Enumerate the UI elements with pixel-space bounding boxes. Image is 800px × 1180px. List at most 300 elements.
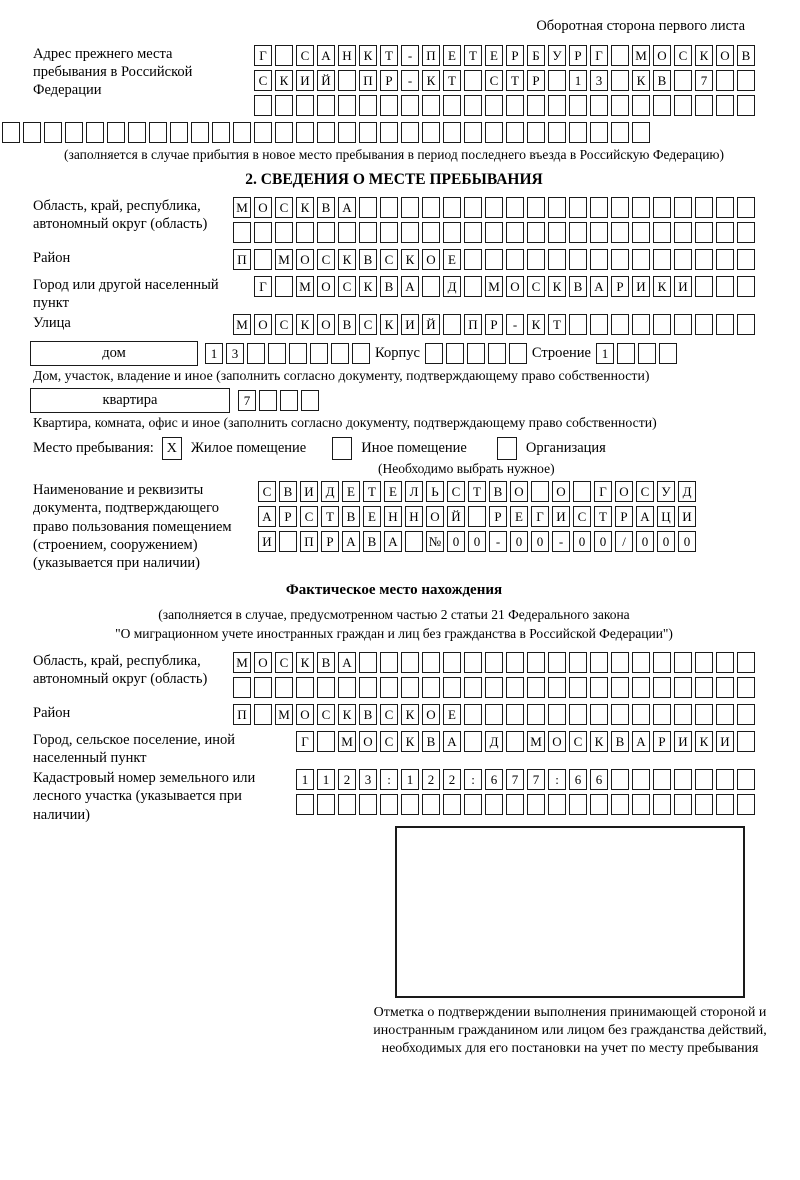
char-cell[interactable] (611, 794, 629, 815)
char-cell[interactable]: М (485, 276, 503, 297)
char-cell[interactable]: 7 (527, 769, 545, 790)
char-cell[interactable] (569, 249, 587, 270)
char-cell[interactable] (296, 677, 314, 698)
char-cell[interactable]: 7 (506, 769, 524, 790)
char-cell[interactable] (590, 222, 608, 243)
char-cell[interactable] (275, 95, 293, 116)
char-cell[interactable] (380, 95, 398, 116)
char-cell[interactable]: 3 (359, 769, 377, 790)
char-cell[interactable] (170, 122, 188, 143)
char-cell[interactable]: Н (384, 506, 402, 527)
char-cell[interactable] (331, 343, 349, 364)
char-cell[interactable] (359, 222, 377, 243)
char-cell[interactable] (653, 794, 671, 815)
char-cell[interactable] (527, 222, 545, 243)
char-cell[interactable]: Г (296, 731, 314, 752)
char-cell[interactable]: 6 (590, 769, 608, 790)
char-cell[interactable] (674, 95, 692, 116)
char-cell[interactable] (527, 249, 545, 270)
char-cell[interactable] (653, 95, 671, 116)
char-cell[interactable] (569, 677, 587, 698)
char-cell[interactable] (548, 704, 566, 725)
char-cell[interactable] (737, 652, 755, 673)
char-cell[interactable] (488, 343, 506, 364)
char-cell[interactable] (527, 652, 545, 673)
char-cell[interactable]: 0 (468, 531, 486, 552)
char-cell[interactable]: А (317, 45, 335, 66)
char-cell[interactable]: А (342, 531, 360, 552)
char-cell[interactable]: Р (380, 70, 398, 91)
char-cell[interactable] (401, 794, 419, 815)
char-cell[interactable] (279, 531, 297, 552)
char-cell[interactable] (464, 70, 482, 91)
char-cell[interactable] (422, 652, 440, 673)
char-cell[interactable] (443, 222, 461, 243)
char-cell[interactable] (485, 794, 503, 815)
char-cell[interactable]: М (527, 731, 545, 752)
char-cell[interactable] (464, 276, 482, 297)
char-cell[interactable] (485, 652, 503, 673)
char-cell[interactable]: А (338, 652, 356, 673)
char-cell[interactable]: Г (590, 45, 608, 66)
char-cell[interactable] (737, 794, 755, 815)
char-cell[interactable] (611, 652, 629, 673)
char-cell[interactable]: И (258, 531, 276, 552)
char-cell[interactable] (422, 95, 440, 116)
char-cell[interactable] (548, 652, 566, 673)
char-cell[interactable]: В (569, 276, 587, 297)
char-cell[interactable] (611, 677, 629, 698)
char-cell[interactable]: Д (321, 481, 339, 502)
char-cell[interactable]: У (657, 481, 675, 502)
char-cell[interactable]: А (590, 276, 608, 297)
char-cell[interactable]: Л (405, 481, 423, 502)
char-cell[interactable] (506, 704, 524, 725)
char-cell[interactable]: С (485, 70, 503, 91)
char-cell[interactable] (380, 794, 398, 815)
char-cell[interactable]: А (443, 731, 461, 752)
char-cell[interactable] (632, 677, 650, 698)
char-cell[interactable] (359, 95, 377, 116)
char-cell[interactable] (611, 314, 629, 335)
char-cell[interactable] (695, 769, 713, 790)
char-cell[interactable] (716, 249, 734, 270)
char-cell[interactable]: Д (485, 731, 503, 752)
char-cell[interactable] (617, 343, 635, 364)
char-cell[interactable] (653, 314, 671, 335)
char-cell[interactable] (632, 652, 650, 673)
char-cell[interactable] (338, 122, 356, 143)
char-cell[interactable] (548, 95, 566, 116)
char-cell[interactable] (401, 222, 419, 243)
char-cell[interactable] (527, 122, 545, 143)
char-cell[interactable] (338, 794, 356, 815)
char-cell[interactable] (716, 197, 734, 218)
char-cell[interactable] (317, 222, 335, 243)
char-cell[interactable] (590, 197, 608, 218)
char-cell[interactable]: С (527, 276, 545, 297)
char-cell[interactable]: С (275, 197, 293, 218)
char-cell[interactable]: Г (254, 45, 272, 66)
char-cell[interactable] (275, 122, 293, 143)
char-cell[interactable] (653, 677, 671, 698)
char-cell[interactable]: Р (527, 70, 545, 91)
char-cell[interactable]: Т (468, 481, 486, 502)
char-cell[interactable]: 6 (485, 769, 503, 790)
char-cell[interactable] (695, 276, 713, 297)
char-cell[interactable]: К (296, 314, 314, 335)
char-cell[interactable] (695, 652, 713, 673)
char-cell[interactable] (296, 222, 314, 243)
char-cell[interactable] (527, 95, 545, 116)
char-cell[interactable]: О (653, 45, 671, 66)
char-cell[interactable]: О (615, 481, 633, 502)
char-cell[interactable]: 1 (401, 769, 419, 790)
char-cell[interactable] (506, 731, 524, 752)
char-cell[interactable] (569, 794, 587, 815)
stay-type-checkbox-organization[interactable] (497, 437, 517, 460)
char-cell[interactable] (632, 249, 650, 270)
char-cell[interactable]: О (422, 249, 440, 270)
char-cell[interactable]: М (275, 704, 293, 725)
char-cell[interactable] (569, 122, 587, 143)
char-cell[interactable]: Р (615, 506, 633, 527)
char-cell[interactable] (317, 122, 335, 143)
char-cell[interactable]: В (380, 276, 398, 297)
char-cell[interactable] (464, 122, 482, 143)
char-cell[interactable]: 6 (569, 769, 587, 790)
char-cell[interactable]: Е (363, 506, 381, 527)
char-cell[interactable] (611, 249, 629, 270)
char-cell[interactable] (506, 95, 524, 116)
char-cell[interactable]: 0 (594, 531, 612, 552)
char-cell[interactable]: И (552, 506, 570, 527)
char-cell[interactable]: С (359, 314, 377, 335)
char-cell[interactable] (380, 197, 398, 218)
char-cell[interactable]: Ь (426, 481, 444, 502)
char-cell[interactable] (590, 122, 608, 143)
char-cell[interactable]: № (426, 531, 444, 552)
char-cell[interactable]: С (573, 506, 591, 527)
stay-type-checkbox-other[interactable] (332, 437, 352, 460)
char-cell[interactable]: И (716, 731, 734, 752)
char-cell[interactable]: О (254, 197, 272, 218)
char-cell[interactable] (485, 122, 503, 143)
char-cell[interactable] (464, 704, 482, 725)
char-cell[interactable] (468, 506, 486, 527)
char-cell[interactable] (632, 794, 650, 815)
char-cell[interactable] (506, 122, 524, 143)
char-cell[interactable] (464, 731, 482, 752)
char-cell[interactable]: О (254, 652, 272, 673)
char-cell[interactable] (611, 704, 629, 725)
char-cell[interactable] (531, 481, 549, 502)
char-cell[interactable]: А (632, 731, 650, 752)
char-cell[interactable] (695, 197, 713, 218)
char-cell[interactable] (590, 652, 608, 673)
char-cell[interactable] (737, 704, 755, 725)
char-cell[interactable] (527, 704, 545, 725)
char-cell[interactable] (569, 95, 587, 116)
char-cell[interactable] (254, 95, 272, 116)
char-cell[interactable]: И (674, 731, 692, 752)
char-cell[interactable] (695, 794, 713, 815)
char-cell[interactable] (716, 769, 734, 790)
char-cell[interactable]: Р (653, 731, 671, 752)
char-cell[interactable] (107, 122, 125, 143)
char-cell[interactable] (254, 222, 272, 243)
char-cell[interactable]: В (317, 197, 335, 218)
char-cell[interactable] (716, 314, 734, 335)
char-cell[interactable]: К (359, 45, 377, 66)
char-cell[interactable] (674, 222, 692, 243)
char-cell[interactable] (716, 95, 734, 116)
char-cell[interactable]: 1 (569, 70, 587, 91)
char-cell[interactable] (317, 677, 335, 698)
char-cell[interactable]: К (590, 731, 608, 752)
char-cell[interactable] (653, 769, 671, 790)
char-cell[interactable]: - (489, 531, 507, 552)
char-cell[interactable] (359, 122, 377, 143)
char-cell[interactable]: Н (405, 506, 423, 527)
char-cell[interactable]: : (548, 769, 566, 790)
char-cell[interactable]: В (359, 704, 377, 725)
char-cell[interactable]: О (359, 731, 377, 752)
char-cell[interactable] (659, 343, 677, 364)
char-cell[interactable] (716, 276, 734, 297)
char-cell[interactable] (695, 95, 713, 116)
char-cell[interactable]: Р (569, 45, 587, 66)
char-cell[interactable] (191, 122, 209, 143)
char-cell[interactable] (569, 222, 587, 243)
char-cell[interactable]: К (632, 70, 650, 91)
char-cell[interactable] (464, 95, 482, 116)
char-cell[interactable] (653, 249, 671, 270)
char-cell[interactable] (674, 70, 692, 91)
char-cell[interactable]: Р (489, 506, 507, 527)
char-cell[interactable] (632, 95, 650, 116)
char-cell[interactable] (338, 677, 356, 698)
char-cell[interactable] (548, 197, 566, 218)
char-cell[interactable] (443, 794, 461, 815)
char-cell[interactable]: С (447, 481, 465, 502)
char-cell[interactable]: 0 (531, 531, 549, 552)
char-cell[interactable]: 7 (238, 390, 256, 411)
char-cell[interactable]: Т (321, 506, 339, 527)
char-cell[interactable] (506, 677, 524, 698)
char-cell[interactable] (674, 249, 692, 270)
char-cell[interactable]: Р (611, 276, 629, 297)
char-cell[interactable] (590, 95, 608, 116)
char-cell[interactable]: Р (279, 506, 297, 527)
char-cell[interactable]: 7 (695, 70, 713, 91)
char-cell[interactable] (506, 222, 524, 243)
char-cell[interactable]: Г (254, 276, 272, 297)
char-cell[interactable] (590, 704, 608, 725)
char-cell[interactable]: С (258, 481, 276, 502)
char-cell[interactable] (44, 122, 62, 143)
char-cell[interactable] (638, 343, 656, 364)
char-cell[interactable] (296, 122, 314, 143)
char-cell[interactable]: О (296, 704, 314, 725)
char-cell[interactable] (632, 314, 650, 335)
char-cell[interactable]: 2 (422, 769, 440, 790)
char-cell[interactable] (380, 677, 398, 698)
char-cell[interactable]: В (338, 314, 356, 335)
char-cell[interactable] (422, 222, 440, 243)
stay-type-checkbox-residential[interactable]: X (162, 437, 182, 460)
char-cell[interactable]: К (401, 731, 419, 752)
char-cell[interactable]: Е (443, 249, 461, 270)
char-cell[interactable] (674, 677, 692, 698)
char-cell[interactable] (569, 652, 587, 673)
char-cell[interactable] (422, 677, 440, 698)
char-cell[interactable] (212, 122, 230, 143)
char-cell[interactable] (443, 95, 461, 116)
char-cell[interactable] (611, 122, 629, 143)
char-cell[interactable]: С (317, 249, 335, 270)
char-cell[interactable]: П (464, 314, 482, 335)
char-cell[interactable]: О (506, 276, 524, 297)
char-cell[interactable] (653, 197, 671, 218)
char-cell[interactable]: А (338, 197, 356, 218)
char-cell[interactable] (632, 222, 650, 243)
char-cell[interactable]: : (464, 769, 482, 790)
char-cell[interactable] (149, 122, 167, 143)
char-cell[interactable]: 2 (443, 769, 461, 790)
char-cell[interactable] (674, 314, 692, 335)
char-cell[interactable]: М (632, 45, 650, 66)
char-cell[interactable]: И (300, 481, 318, 502)
char-cell[interactable] (653, 704, 671, 725)
char-cell[interactable]: Т (363, 481, 381, 502)
char-cell[interactable]: 1 (205, 343, 223, 364)
char-cell[interactable] (464, 249, 482, 270)
char-cell[interactable]: Д (443, 276, 461, 297)
char-cell[interactable]: Р (321, 531, 339, 552)
char-cell[interactable]: О (254, 314, 272, 335)
char-cell[interactable] (401, 652, 419, 673)
char-cell[interactable] (548, 70, 566, 91)
char-cell[interactable] (254, 249, 272, 270)
char-cell[interactable]: - (552, 531, 570, 552)
char-cell[interactable]: В (489, 481, 507, 502)
char-cell[interactable]: - (401, 70, 419, 91)
char-cell[interactable]: К (422, 70, 440, 91)
char-cell[interactable]: Т (443, 70, 461, 91)
char-cell[interactable]: И (674, 276, 692, 297)
char-cell[interactable]: К (695, 45, 713, 66)
char-cell[interactable]: О (426, 506, 444, 527)
char-cell[interactable] (695, 677, 713, 698)
char-cell[interactable] (359, 794, 377, 815)
char-cell[interactable] (485, 197, 503, 218)
char-cell[interactable]: К (401, 704, 419, 725)
char-cell[interactable] (548, 794, 566, 815)
char-cell[interactable]: С (569, 731, 587, 752)
char-cell[interactable] (2, 122, 20, 143)
char-cell[interactable] (301, 390, 319, 411)
char-cell[interactable]: Д (678, 481, 696, 502)
char-cell[interactable]: Н (338, 45, 356, 66)
char-cell[interactable] (401, 197, 419, 218)
char-cell[interactable]: 0 (573, 531, 591, 552)
char-cell[interactable] (737, 314, 755, 335)
char-cell[interactable] (268, 343, 286, 364)
char-cell[interactable] (128, 122, 146, 143)
char-cell[interactable] (65, 122, 83, 143)
char-cell[interactable]: О (552, 481, 570, 502)
char-cell[interactable] (737, 769, 755, 790)
char-cell[interactable]: Е (485, 45, 503, 66)
char-cell[interactable] (443, 314, 461, 335)
char-cell[interactable]: Т (594, 506, 612, 527)
char-cell[interactable] (695, 222, 713, 243)
char-cell[interactable]: Т (548, 314, 566, 335)
char-cell[interactable] (338, 70, 356, 91)
char-cell[interactable]: О (296, 249, 314, 270)
char-cell[interactable]: 0 (678, 531, 696, 552)
char-cell[interactable] (464, 652, 482, 673)
char-cell[interactable] (590, 249, 608, 270)
char-cell[interactable]: 2 (338, 769, 356, 790)
char-cell[interactable]: Е (510, 506, 528, 527)
char-cell[interactable] (548, 122, 566, 143)
char-cell[interactable] (254, 677, 272, 698)
char-cell[interactable]: С (317, 704, 335, 725)
char-cell[interactable] (632, 197, 650, 218)
char-cell[interactable] (737, 276, 755, 297)
char-cell[interactable]: К (653, 276, 671, 297)
char-cell[interactable]: Р (506, 45, 524, 66)
char-cell[interactable]: С (300, 506, 318, 527)
char-cell[interactable] (611, 95, 629, 116)
char-cell[interactable] (548, 249, 566, 270)
char-cell[interactable]: К (548, 276, 566, 297)
char-cell[interactable]: П (233, 249, 251, 270)
char-cell[interactable] (296, 95, 314, 116)
char-cell[interactable] (527, 197, 545, 218)
char-cell[interactable] (254, 704, 272, 725)
char-cell[interactable] (716, 70, 734, 91)
char-cell[interactable] (674, 769, 692, 790)
char-cell[interactable] (233, 122, 251, 143)
char-cell[interactable]: А (258, 506, 276, 527)
char-cell[interactable] (737, 95, 755, 116)
char-cell[interactable] (737, 70, 755, 91)
char-cell[interactable]: М (296, 276, 314, 297)
char-cell[interactable] (23, 122, 41, 143)
char-cell[interactable]: Ц (657, 506, 675, 527)
char-cell[interactable]: И (632, 276, 650, 297)
char-cell[interactable]: Й (447, 506, 465, 527)
char-cell[interactable] (422, 276, 440, 297)
char-cell[interactable] (464, 677, 482, 698)
char-cell[interactable]: П (233, 704, 251, 725)
char-cell[interactable]: - (506, 314, 524, 335)
char-cell[interactable] (590, 677, 608, 698)
char-cell[interactable] (296, 794, 314, 815)
char-cell[interactable] (443, 652, 461, 673)
char-cell[interactable]: К (338, 249, 356, 270)
char-cell[interactable]: К (296, 652, 314, 673)
char-cell[interactable]: О (510, 481, 528, 502)
char-cell[interactable] (352, 343, 370, 364)
char-cell[interactable] (569, 197, 587, 218)
char-cell[interactable] (380, 222, 398, 243)
char-cell[interactable] (527, 677, 545, 698)
char-cell[interactable] (716, 222, 734, 243)
